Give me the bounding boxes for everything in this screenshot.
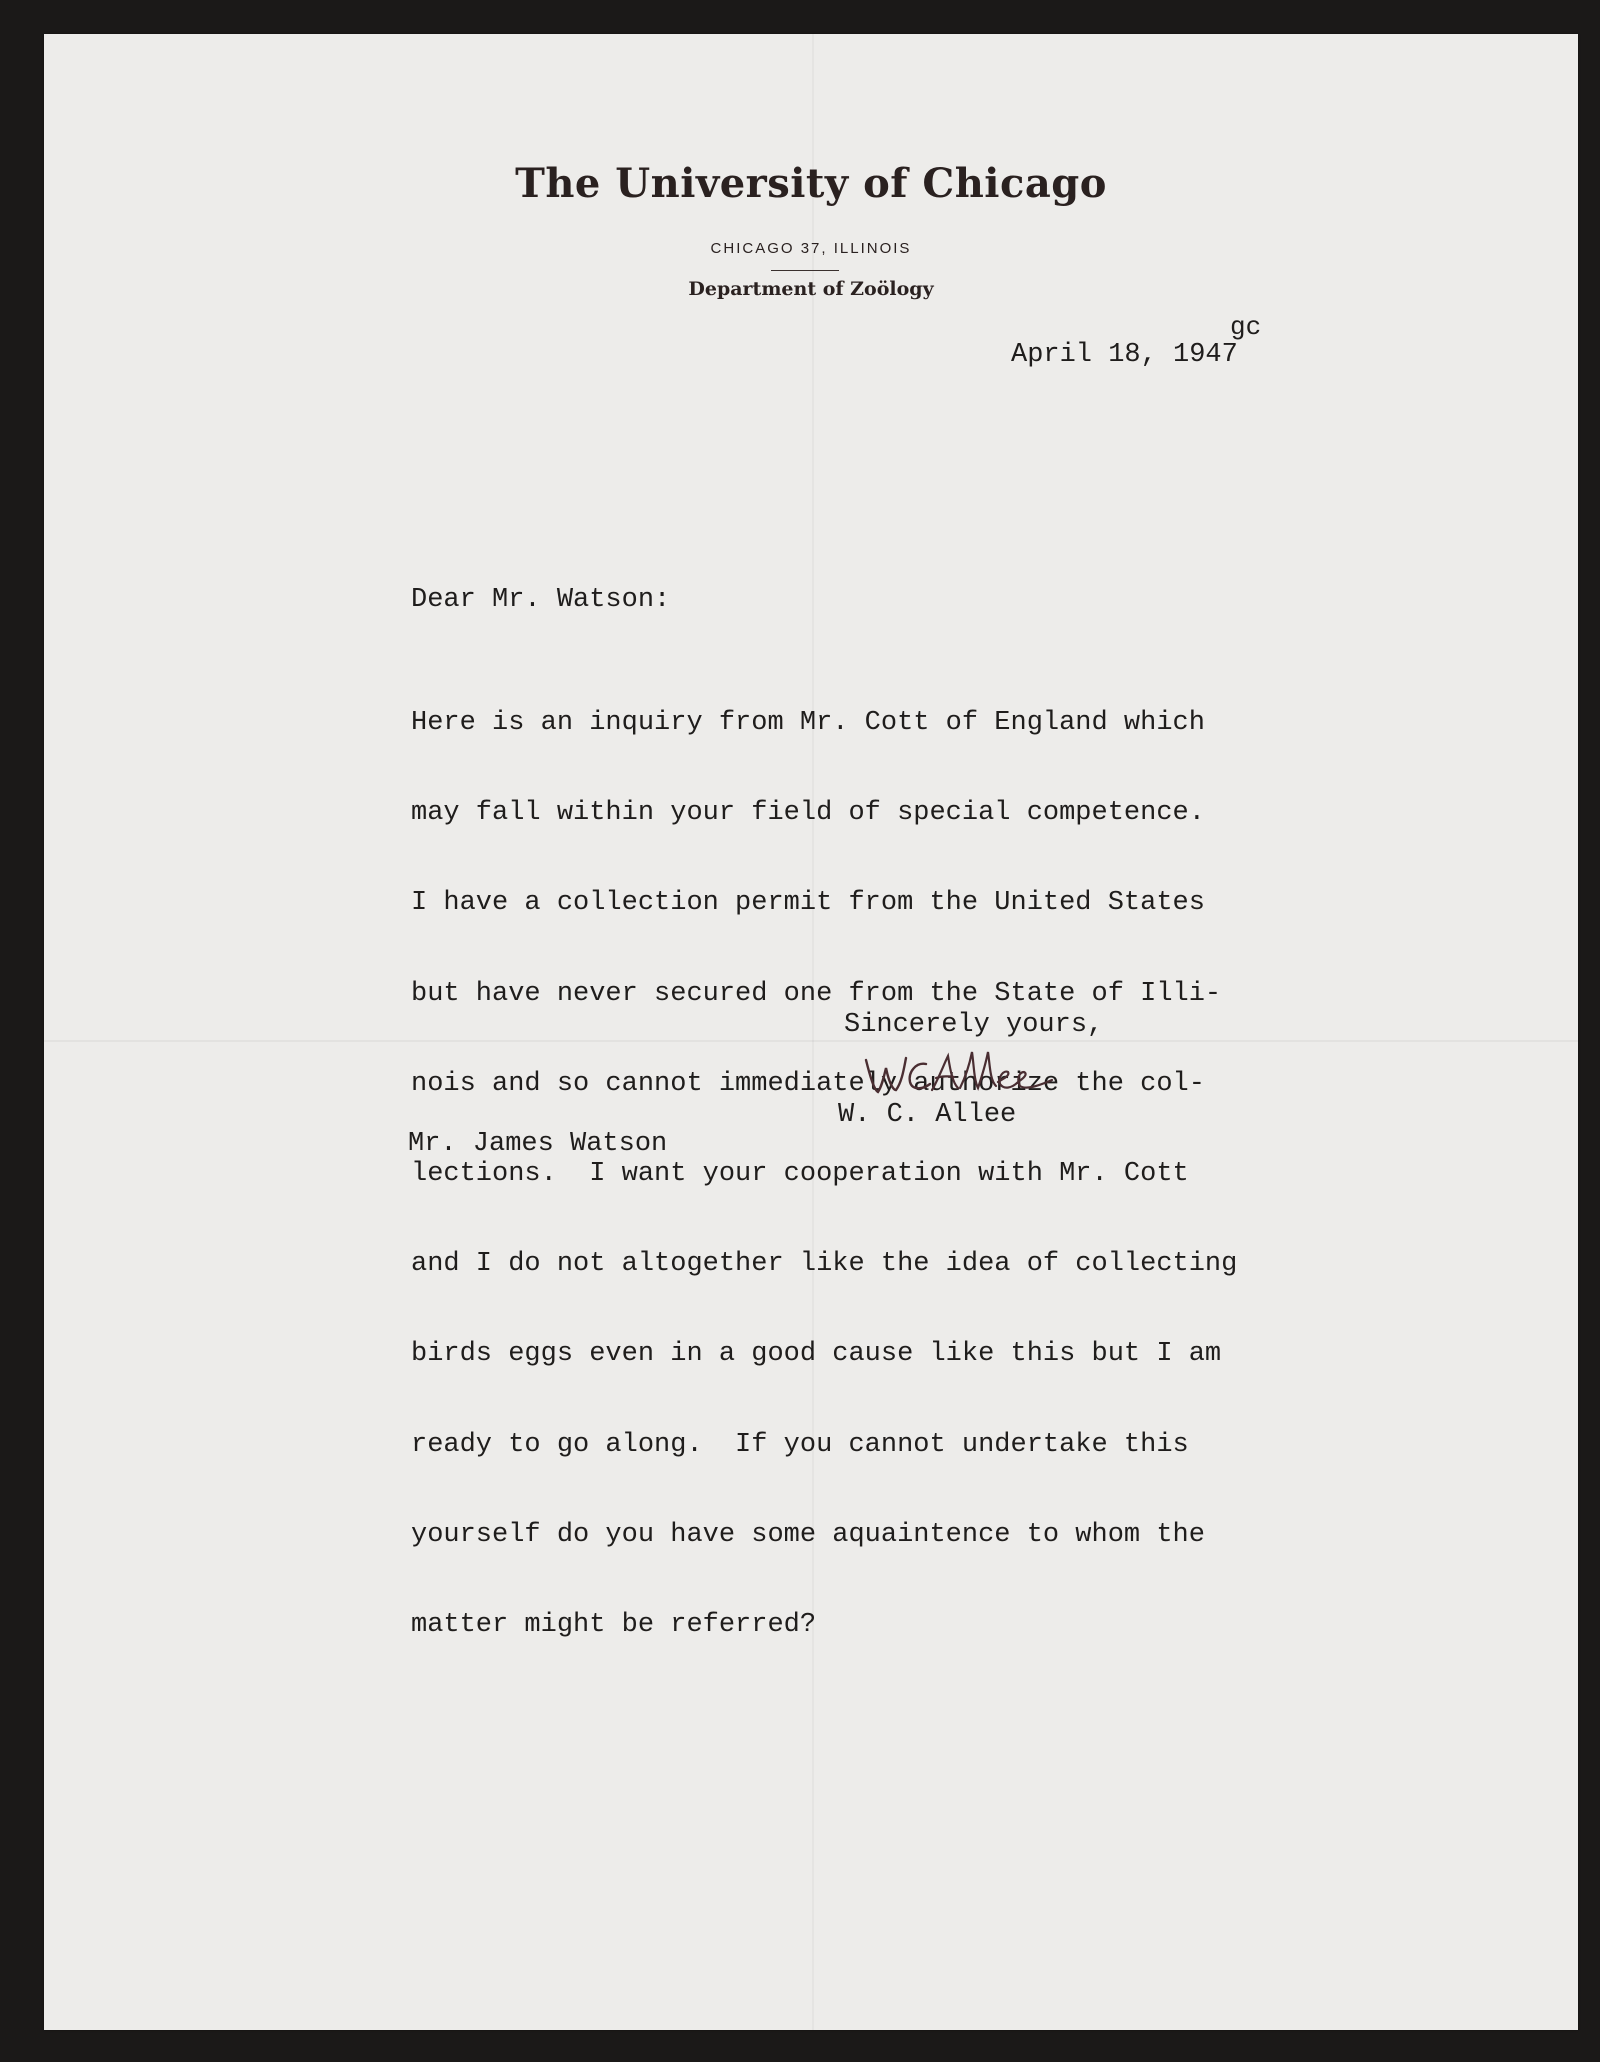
body-line: may fall within your field of special competence. — [411, 798, 1205, 829]
body-line: birds eggs even in a good cause like this but I am — [411, 1339, 1222, 1370]
body-line: and I do not altogether like the idea of collecting — [411, 1249, 1238, 1280]
letterhead-institution: The University of Chicago — [515, 160, 1107, 207]
letterhead-rule — [771, 270, 839, 271]
recipient-name: Mr. James Watson — [408, 1129, 668, 1159]
letterhead-department: Department of Zoölogy — [688, 278, 934, 300]
letterhead-address: CHICAGO 37, ILLINOIS — [710, 240, 912, 257]
complimentary-closing: Sincerely yours, — [844, 1010, 1104, 1040]
body-line: nois and so cannot immediately authorize the col- — [411, 1068, 1205, 1099]
body-line: Here is an inquiry from Mr. Cott of England which — [411, 708, 1205, 738]
body-line: yourself do you have some aquaintence to whom the — [411, 1519, 1205, 1550]
body-line: ready to go along. If you cannot undertake this — [411, 1429, 1189, 1460]
handwritten-signature — [862, 1046, 1058, 1106]
letter-date: April 18, 1947 — [1011, 340, 1238, 370]
body-line: lections. I want your cooperation with Mr. Cott — [411, 1158, 1189, 1189]
body-line: matter might be referred? — [411, 1609, 817, 1640]
body-line: I have a collection permit from the United States — [411, 888, 1205, 919]
signer-name: W. C. Allee — [838, 1100, 1017, 1130]
letter-sheet — [44, 34, 1578, 2030]
body-line: but have never secured one from the State of Illi- — [411, 978, 1222, 1009]
typist-initials: gc — [1230, 312, 1262, 342]
letter-body — [411, 648, 1237, 1700]
salutation: Dear Mr. Watson: — [411, 585, 671, 615]
